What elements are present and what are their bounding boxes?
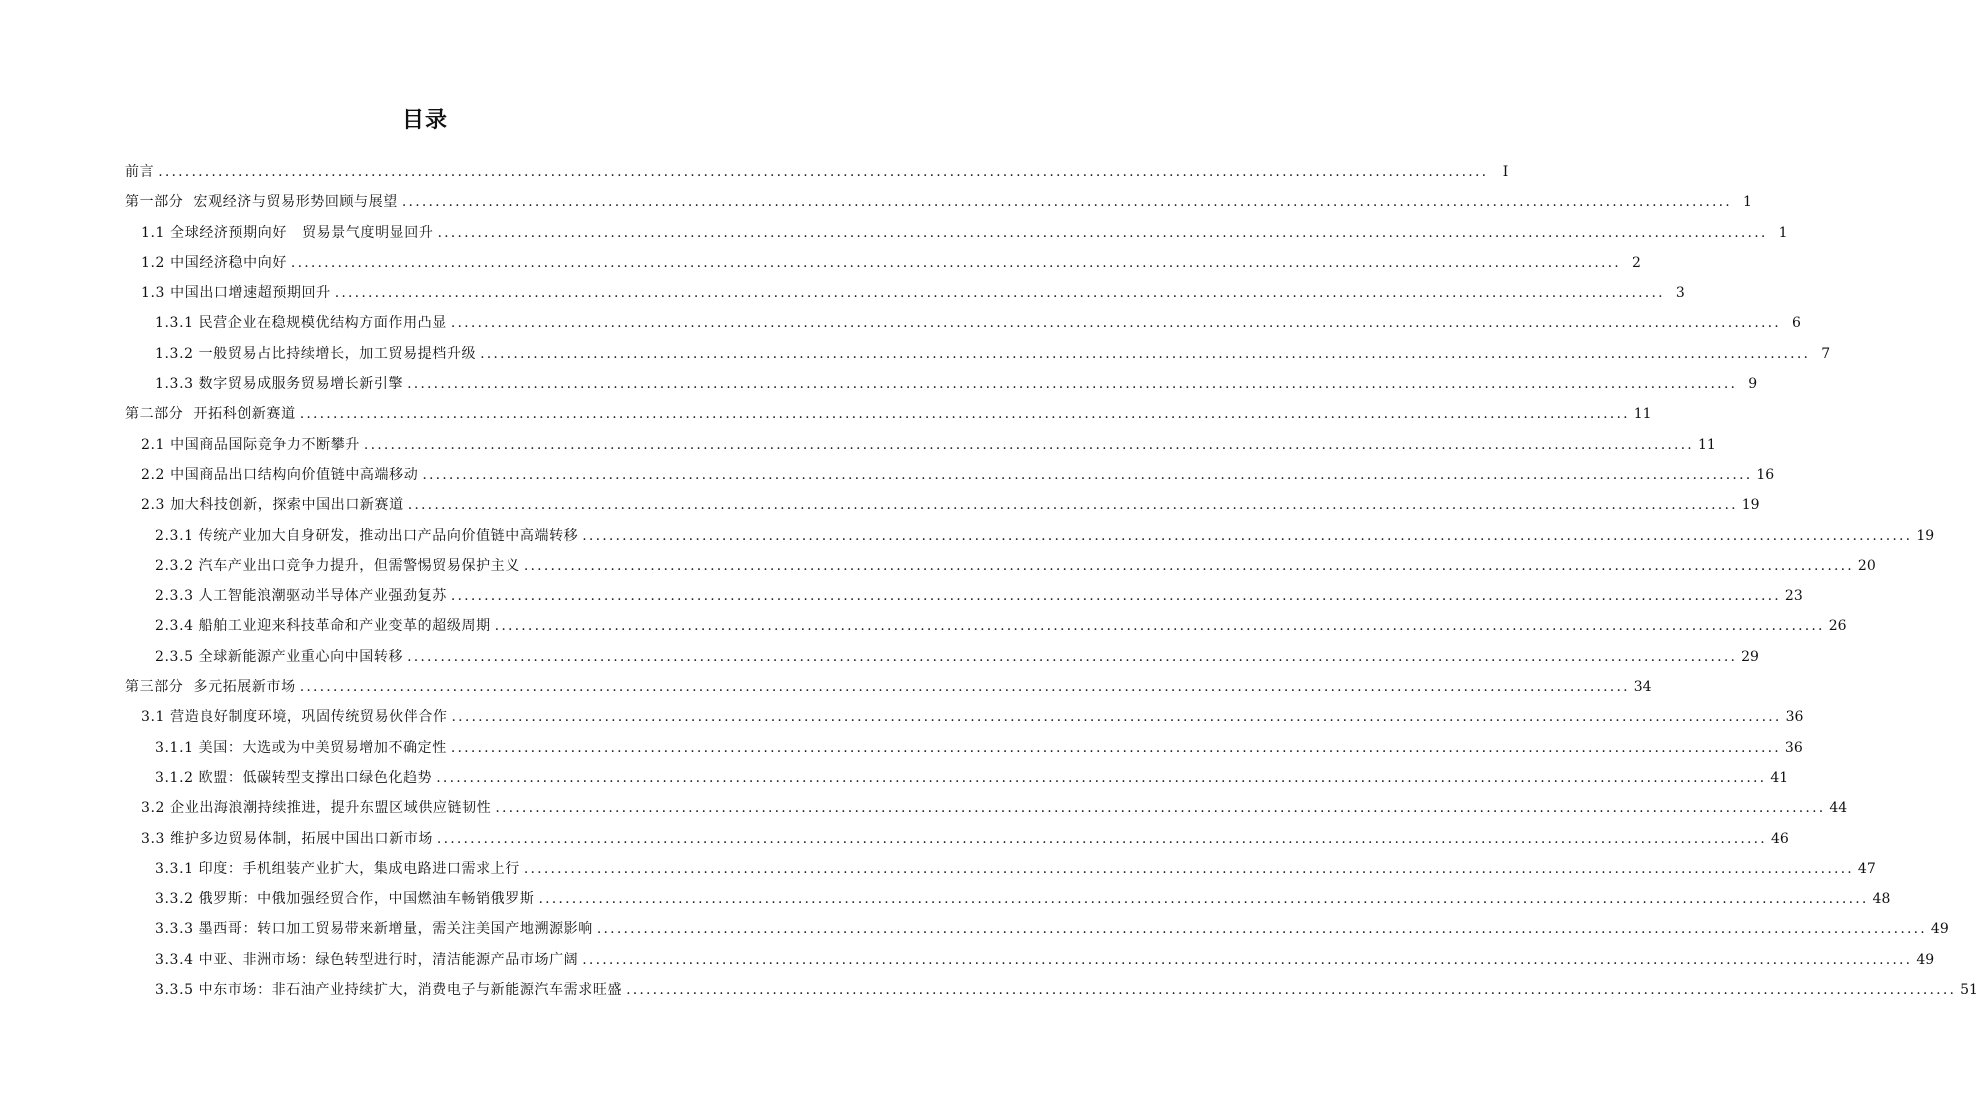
- toc-entry[interactable]: [125, 521, 1935, 551]
- toc-entry[interactable]: [125, 157, 1509, 187]
- toc-entry-label: 前言: [125, 164, 155, 180]
- toc-entry[interactable]: [125, 218, 1788, 248]
- dot-leader: ........................................................................................................................................................................................................: [523, 557, 1854, 574]
- toc-entry-label: 2.3.2 汽车产业出口竞争力提升，但需警惕贸易保护主义: [155, 557, 520, 574]
- dot-leader: ........................................................................................................................................................................................................: [538, 891, 1869, 908]
- toc-entry[interactable]: [125, 460, 1775, 490]
- toc-entry-label: 2.1 中国商品国际竞争力不断攀升: [141, 436, 360, 453]
- toc-entry-label: 1.3 中国出口增速超预期回升: [141, 285, 331, 302]
- toc-entry-label: 第二部分 开拓科创新赛道: [125, 406, 296, 423]
- toc-entry[interactable]: [125, 824, 1789, 854]
- toc-entry-page-number: 19: [1741, 497, 1760, 514]
- toc-entry-label: 2.3.5 全球新能源产业重心向中国转移: [155, 648, 404, 665]
- toc-entry[interactable]: [125, 702, 1804, 732]
- toc-entry-label: 3.3.3 墨西哥：转口加工贸易带来新增量，需关注美国产地溯源影响: [155, 921, 593, 938]
- toc-entry-page-number: 1: [1778, 224, 1788, 241]
- dot-leader: ........................................................................................................................................................................................................: [363, 436, 1694, 453]
- toc-entry-label: 3.2 企业出海浪潮持续推进，提升东盟区域供应链韧性: [141, 800, 492, 817]
- dot-leader: ........................................................................................................................................................................................................: [450, 739, 1781, 756]
- toc-entry[interactable]: [125, 399, 1652, 429]
- dot-leader: ........................................................................................................................................................................................................: [450, 588, 1781, 605]
- toc-entry-page-number: 34: [1633, 679, 1652, 696]
- dot-leader: ........................................................................................................................................................................................................: [334, 285, 1665, 302]
- toc-entry-label: 3.3.4 中亚、非洲市场：绿色转型进行时，清洁能源产品市场广阔: [155, 951, 579, 968]
- dot-leader: ........................................................................................................................................................................................................: [436, 769, 1767, 786]
- toc-entry[interactable]: [125, 339, 1831, 369]
- toc-entry-page-number: 48: [1872, 891, 1891, 908]
- dot-leader: ........................................................................................................................................................................................................: [422, 466, 1753, 483]
- toc-entry[interactable]: [125, 793, 1848, 823]
- toc-entry-page-number: 16: [1756, 466, 1775, 483]
- toc-entry-page-number: 19: [1916, 527, 1935, 544]
- dot-leader: ........................................................................................................................................................................................................: [450, 315, 1781, 332]
- toc-entry-page-number: 36: [1785, 709, 1804, 726]
- dot-leader: ........................................................................................................................................................................................................: [495, 800, 1826, 817]
- dot-leader: ........................................................................................................................................................................................................: [401, 194, 1732, 211]
- toc-entry-label: 3.3.2 俄罗斯：中俄加强经贸合作，中国燃油车畅销俄罗斯: [155, 891, 535, 908]
- toc-entry-page-number: 49: [1916, 951, 1935, 968]
- dot-leader: ........................................................................................................................................................................................................: [407, 376, 1738, 393]
- toc-entry[interactable]: [125, 369, 1758, 399]
- toc-entry-label: 3.3.5 中东市场：非石油产业持续扩大，消费电子与新能源汽车需求旺盛: [155, 982, 623, 999]
- toc-entry-page-number: 23: [1784, 588, 1803, 605]
- toc-entry[interactable]: [125, 187, 1752, 217]
- toc-entry-label: 第一部分 宏观经济与贸易形势回顾与展望: [125, 194, 398, 211]
- dot-leader: ........................................................................................................................................................................................................: [436, 830, 1767, 847]
- toc-entry-page-number: 51: [1960, 982, 1978, 999]
- toc-entry-label: 3.1 营造良好制度环境，巩固传统贸易伙伴合作: [141, 709, 448, 726]
- dot-leader: ........................................................................................................................................................................................................: [582, 527, 1913, 544]
- toc-entry[interactable]: [125, 490, 1760, 520]
- toc-entry-page-number: 20: [1857, 557, 1876, 574]
- page-title: 目录: [401, 108, 448, 133]
- toc-entry-label: 3.3 维护多边贸易体制，拓展中国出口新市场: [141, 830, 433, 847]
- dot-leader: ........................................................................................................................................................................................................: [451, 709, 1782, 726]
- toc-entry[interactable]: [125, 611, 1847, 641]
- toc-entry-label: 2.3.4 船舶工业迎来科技革命和产业变革的超级周期: [155, 618, 491, 635]
- toc-entry-page-number: 2: [1632, 254, 1641, 271]
- toc-entry-page-number: 7: [1821, 345, 1831, 362]
- toc-entry[interactable]: [125, 945, 1935, 975]
- toc-entry-label: 1.3.2 一般贸易占比持续增长，加工贸易提档升级: [155, 345, 477, 362]
- toc-entry[interactable]: [125, 884, 1891, 914]
- toc-entry[interactable]: [125, 551, 1876, 581]
- toc-entry-page-number: 44: [1829, 800, 1848, 817]
- toc-entry-page-number: I: [1502, 164, 1509, 180]
- toc-entry-label: 1.3.1 民营企业在稳规模优结构方面作用凸显: [155, 315, 447, 332]
- toc-entry-label: 第三部分 多元拓展新市场: [125, 679, 296, 696]
- dot-leader: ........................................................................................................................................................................................................: [596, 921, 1927, 938]
- dot-leader: ........................................................................................................................................................................................................: [407, 648, 1738, 665]
- toc-entry[interactable]: [125, 581, 1803, 611]
- dot-leader: ........................................................................................................................................................................................................: [626, 982, 1957, 999]
- toc-entry-page-number: 6: [1792, 315, 1801, 332]
- dot-leader: ........................................................................................................................................................................................................: [407, 497, 1738, 514]
- toc-entry[interactable]: [125, 672, 1652, 702]
- toc-entry-label: 3.3.1 印度：手机组装产业扩大，集成电路进口需求上行: [155, 860, 520, 877]
- dot-leader: ........................................................................................................................................................................................................: [299, 406, 1630, 423]
- table-of-contents: [125, 157, 1978, 1005]
- dot-leader: ........................................................................................................................................................................................................: [523, 860, 1854, 877]
- toc-entry-page-number: 46: [1770, 830, 1789, 847]
- toc-entry[interactable]: [125, 733, 1803, 763]
- dot-leader: ........................................................................................................................................................................................................: [494, 618, 1825, 635]
- toc-entry-label: 3.1.1 美国：大选或为中美贸易增加不确定性: [155, 739, 447, 756]
- toc-entry-page-number: 49: [1930, 921, 1949, 938]
- toc-entry-page-number: 41: [1770, 769, 1789, 786]
- toc-entry[interactable]: [125, 278, 1685, 308]
- toc-entry-page-number: 11: [1633, 406, 1652, 423]
- dot-leader: ........................................................................................................................................................................................................: [299, 679, 1630, 696]
- toc-entry-label: 2.3 加大科技创新，探索中国出口新赛道: [141, 497, 404, 514]
- toc-entry-label: 2.3.3 人工智能浪潮驱动半导体产业强劲复苏: [155, 588, 447, 605]
- toc-entry-label: 1.2 中国经济稳中向好: [141, 254, 287, 271]
- dot-leader: ........................................................................................................................................................................................................: [158, 164, 1489, 180]
- toc-entry-page-number: 47: [1857, 860, 1876, 877]
- toc-entry-label: 1.1 全球经济预期向好 贸易景气度明显回升: [141, 224, 434, 241]
- toc-entry-page-number: 26: [1828, 618, 1847, 635]
- toc-entry-label: 2.2 中国商品出口结构向价值链中高端移动: [141, 466, 419, 483]
- toc-entry[interactable]: [125, 642, 1759, 672]
- toc-entry[interactable]: [125, 763, 1789, 793]
- dot-leader: ........................................................................................................................................................................................................: [480, 345, 1811, 362]
- toc-entry[interactable]: [125, 430, 1716, 460]
- toc-entry[interactable]: [125, 308, 1801, 338]
- dot-leader: ........................................................................................................................................................................................................: [437, 224, 1768, 241]
- toc-entry[interactable]: [125, 914, 1949, 944]
- toc-entry-label: 3.1.2 欧盟：低碳转型支撑出口绿色化趋势: [155, 769, 433, 786]
- toc-entry[interactable]: [125, 854, 1876, 884]
- toc-entry-label: 1.3.3 数字贸易成服务贸易增长新引擎: [155, 376, 404, 393]
- toc-entry-page-number: 36: [1784, 739, 1803, 756]
- toc-entry-page-number: 11: [1697, 436, 1716, 453]
- dot-leader: ........................................................................................................................................................................................................: [290, 254, 1621, 271]
- toc-entry-page-number: 3: [1675, 285, 1685, 302]
- toc-entry[interactable]: [125, 248, 1641, 278]
- toc-entry-page-number: 1: [1743, 194, 1752, 211]
- dot-leader: ........................................................................................................................................................................................................: [582, 951, 1913, 968]
- toc-entry-label: 2.3.1 传统产业加大自身研发，推动出口产品向价值链中高端转移: [155, 527, 579, 544]
- toc-entry[interactable]: [125, 975, 1978, 1005]
- toc-entry-page-number: 29: [1741, 648, 1759, 665]
- toc-entry-page-number: 9: [1748, 376, 1758, 393]
